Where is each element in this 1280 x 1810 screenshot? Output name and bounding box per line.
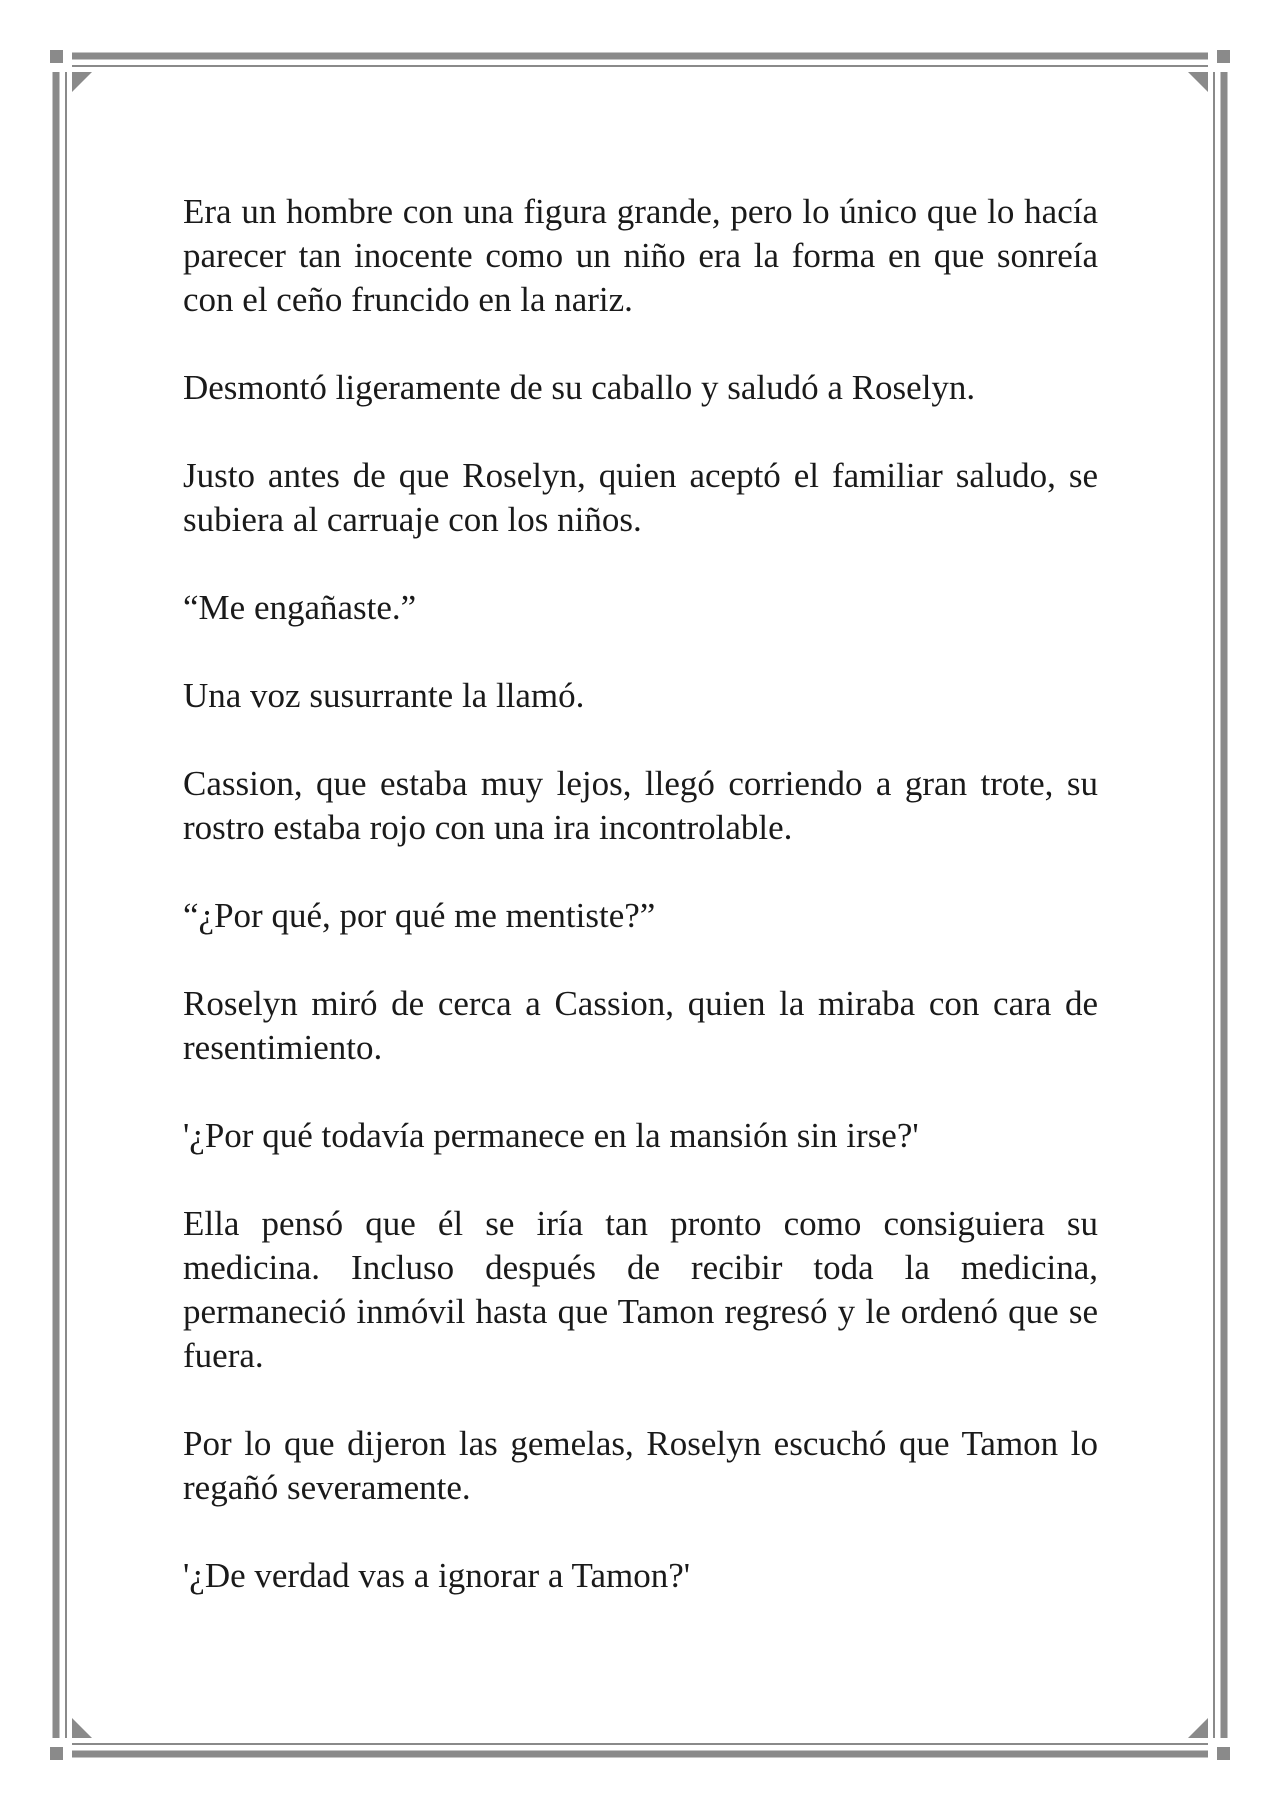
paragraph: '¿Por qué todavía permanece en la mansión sin irse?' [183, 1116, 919, 1155]
paragraph: Justo antes de que Roselyn, quien aceptó el familiar saludo, se subiera al carruaje con los niños. [183, 456, 1098, 539]
paragraph: Era un hombre con una figura grande, pero lo único que lo hacía parecer tan inocente como un niño era la forma en que sonreía con el ceño fruncido en la nariz. [183, 192, 1098, 319]
paragraph: Por lo que dijeron las gemelas, Roselyn escuchó que Tamon lo regañó severamente. [183, 1424, 1098, 1507]
paragraph: “¿Por qué, por qué me mentiste?” [183, 896, 656, 935]
paragraph: Roselyn miró de cerca a Cassion, quien la miraba con cara de resentimiento. [183, 984, 1098, 1067]
paragraph: Una voz susurrante la llamó. [183, 676, 585, 715]
paragraph: “Me engañaste.” [183, 588, 417, 627]
paragraph: '¿De verdad vas a ignorar a Tamon?' [183, 1556, 691, 1595]
paragraph: Ella pensó que él se iría tan pronto como consiguiera su medicina. Incluso después de recibir toda la medicina, permaneció inmóvil hasta que Tamon regresó y le ordenó que se fuera. [183, 1204, 1098, 1375]
document-body [183, 190, 1098, 1642]
paragraph: Cassion, que estaba muy lejos, llegó corriendo a gran trote, su rostro estaba rojo con una ira incontrolable. [183, 764, 1098, 847]
paragraph: Desmontó ligeramente de su caballo y saludó a Roselyn. [183, 368, 976, 407]
